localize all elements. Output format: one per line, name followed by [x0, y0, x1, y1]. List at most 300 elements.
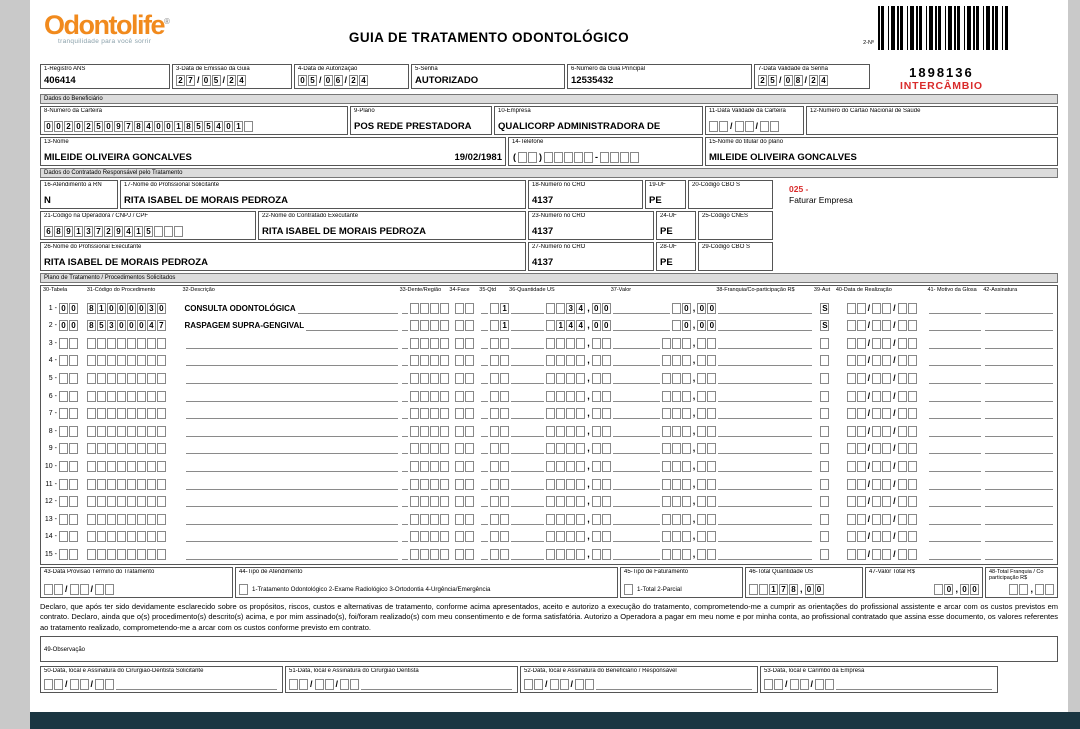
comb-cell	[820, 531, 829, 542]
field-prof-executante: 26-Nome do Profissional Executante RITA ISABEL DE MORAIS PEDROZA	[40, 242, 526, 271]
comb-cell	[127, 408, 136, 419]
row-number: 6 -	[48, 392, 57, 400]
data-realizacao-comb	[836, 338, 928, 349]
comb-cell	[857, 320, 866, 331]
comb-cell	[898, 338, 907, 349]
comb-cell	[340, 679, 349, 690]
franquia-cell	[716, 468, 814, 472]
comb-cell	[465, 320, 474, 331]
aut-comb	[814, 303, 836, 314]
comb-cell	[490, 338, 499, 349]
comb-cell: 0	[54, 121, 63, 132]
comb-cell	[87, 426, 96, 437]
field-registro-ans: 1-Registro ANS 406414	[40, 64, 170, 89]
comb-separator: ,	[692, 390, 696, 401]
comb-cell	[770, 121, 779, 132]
comb-cell	[54, 679, 63, 690]
comb-cell	[556, 443, 565, 454]
comb-cell	[576, 338, 585, 349]
comb-cell	[602, 549, 611, 560]
tabela-comb	[59, 320, 87, 331]
comb-cell	[157, 549, 166, 560]
comb-cell	[157, 338, 166, 349]
comb-cell	[440, 303, 449, 314]
qtd-comb	[479, 408, 509, 419]
barcode-area	[863, 6, 1008, 50]
comb-cell	[490, 461, 499, 472]
comb-separator: /	[310, 678, 313, 689]
procedure-row-11	[43, 474, 1055, 492]
field-numero-carteira: 8-Número da Carteira 0 0 2 0 2 5 0 9 7 8 4 0 0 1 8 5 5 4 0 1	[40, 106, 348, 135]
comb-separator: /	[893, 548, 896, 559]
valor-comb	[611, 496, 717, 507]
comb-cell	[440, 426, 449, 437]
quantidade-us-comb	[509, 531, 611, 542]
comb-cell	[420, 496, 429, 507]
comb-cell	[908, 426, 917, 437]
comb-cell	[465, 408, 474, 419]
motivo-glosa-cell	[927, 362, 983, 366]
comb-separator: /	[867, 513, 871, 524]
comb-cell	[420, 338, 429, 349]
comb-cell: 0	[682, 303, 691, 314]
comb-cell: 8	[794, 75, 803, 86]
tabela-comb	[59, 496, 87, 507]
comb-cell	[592, 496, 601, 507]
motivo-glosa-cell	[927, 345, 983, 349]
comb-cell	[882, 461, 891, 472]
comb-cell	[97, 426, 106, 437]
comb-cell	[602, 338, 611, 349]
comb-cell	[137, 355, 146, 366]
column-header: 34-Face	[449, 287, 470, 293]
comb-separator: /	[867, 372, 871, 383]
franquia-cell	[716, 486, 814, 490]
comb-cell	[465, 355, 474, 366]
franquia-cell	[716, 345, 814, 349]
qtd-comb	[479, 514, 509, 525]
comb-cell	[872, 320, 881, 331]
data-realizacao-comb	[836, 479, 928, 490]
comb-cell	[117, 496, 126, 507]
motivo-glosa-cell	[927, 327, 983, 331]
intercambio-stamp: INTERCÂMBIO	[900, 80, 983, 92]
comb-cell: 0	[602, 303, 611, 314]
qtd-comb	[479, 549, 509, 560]
comb-cell: 5	[308, 75, 317, 86]
comb-cell	[576, 355, 585, 366]
comb-cell	[847, 355, 856, 366]
comb-cell	[566, 549, 575, 560]
comb-cell	[592, 373, 601, 384]
comb-cell	[87, 461, 96, 472]
comb-separator: /	[893, 496, 896, 507]
field-tipo-faturamento: 45-Tipo de Faturamento 1-Total 2-Parcial	[620, 567, 743, 598]
field-validade-carteira: 11-Data Validade da Carteira / /	[705, 106, 804, 135]
comb-cell	[760, 121, 769, 132]
comb-cell	[147, 496, 156, 507]
field-assinatura-beneficiario: 52-Data, local e Assinatura do Beneficiário / Responsável / /	[520, 666, 758, 693]
comb-cell	[546, 443, 555, 454]
total-franquia-comb	[1009, 584, 1054, 595]
descricao-cell	[182, 398, 399, 402]
comb-cell	[825, 679, 834, 690]
comb-separator: ,	[692, 443, 696, 454]
codigo-procedimento-comb	[87, 338, 183, 349]
comb-cell	[97, 496, 106, 507]
comb-cell	[107, 549, 116, 560]
comb-cell	[107, 355, 116, 366]
comb-cell: 0	[154, 121, 163, 132]
comb-cell	[546, 355, 555, 366]
comb-cell	[440, 549, 449, 560]
comb-cell	[882, 338, 891, 349]
comb-separator: /	[867, 355, 871, 366]
field-data-autorizacao: 4-Data de Autorização 0 5 / 0 6 / 2 4	[294, 64, 409, 89]
comb-cell	[524, 679, 533, 690]
comb-cell	[97, 408, 106, 419]
comb-cell	[592, 514, 601, 525]
row-number: 1 -	[48, 304, 57, 312]
comb-cell: 2	[176, 75, 185, 86]
signature-line	[596, 686, 752, 690]
valor-comb	[611, 549, 717, 560]
face-comb	[449, 303, 479, 314]
comb-cell	[556, 338, 565, 349]
comb-cell	[440, 355, 449, 366]
comb-cell	[440, 479, 449, 490]
comb-cell: 0	[298, 75, 307, 86]
comb-cell	[556, 355, 565, 366]
comb-cell	[137, 479, 146, 490]
comb-cell	[576, 408, 585, 419]
comb-cell	[97, 514, 106, 525]
face-comb	[449, 408, 479, 419]
franquia-cell	[716, 398, 814, 402]
comb-cell	[410, 549, 419, 560]
contratado-row-1	[40, 180, 1058, 209]
comb-cell: 0	[805, 584, 814, 595]
descricao-cell	[182, 450, 399, 454]
column-header: 37-Valor	[610, 287, 632, 293]
comb-cell	[872, 355, 881, 366]
comb-cell	[662, 479, 671, 490]
field-cro-solicitante: 18-Número no CRO 4137	[528, 180, 643, 209]
page-bottom-bar	[30, 712, 1080, 729]
comb-cell	[908, 496, 917, 507]
comb-cell: 5	[212, 75, 221, 86]
comb-cell	[576, 496, 585, 507]
field-plano: 9-Plano POS REDE PRESTADORA	[350, 106, 492, 135]
comb-cell	[575, 679, 584, 690]
motivo-glosa-cell	[927, 310, 983, 314]
comb-cell	[602, 426, 611, 437]
descricao-cell	[182, 320, 399, 331]
comb-cell: 2	[758, 75, 767, 86]
comb-cell	[157, 391, 166, 402]
field-numero-guia-principal: 6-Número da Guia Principal 12535432	[567, 64, 752, 89]
comb-cell	[682, 391, 691, 402]
comb-cell	[908, 338, 917, 349]
comb-cell	[455, 479, 464, 490]
comb-cell	[697, 496, 706, 507]
comb-cell	[410, 443, 419, 454]
comb-cell	[455, 338, 464, 349]
comb-cell	[430, 320, 439, 331]
row-number: 5 -	[48, 374, 57, 382]
field-uf-solicitante: 19-UF PE	[645, 180, 686, 209]
comb-cell	[440, 496, 449, 507]
comb-cell: 0	[59, 320, 68, 331]
valor-comb	[611, 479, 717, 490]
comb-cell	[465, 443, 474, 454]
comb-cell	[857, 391, 866, 402]
quantidade-us-comb	[509, 338, 611, 349]
motivo-glosa-cell	[927, 486, 983, 490]
comb-cell	[592, 443, 601, 454]
field-titular-plano: 15-Nome do titular do plano MILEIDE OLIVEIRA GONCALVES	[705, 137, 1058, 166]
comb-cell: 2	[64, 121, 73, 132]
comb-cell	[546, 496, 555, 507]
comb-cell	[69, 514, 78, 525]
row-number: 15 -	[44, 550, 57, 558]
comb-cell: 1	[556, 320, 565, 331]
comb-cell	[87, 549, 96, 560]
assinatura-cell	[983, 450, 1055, 454]
comb-cell	[420, 443, 429, 454]
comb-cell	[682, 496, 691, 507]
field-prof-solicitante: 17-Nome do Profissional Solicitante RITA ISABEL DE MORAIS PEDROZA	[120, 180, 526, 209]
comb-cell	[882, 549, 891, 560]
comb-separator: /	[867, 496, 871, 507]
comb-cell	[59, 514, 68, 525]
comb-cell	[69, 373, 78, 384]
comb-cell	[137, 549, 146, 560]
comb-cell	[410, 391, 419, 402]
comb-cell	[697, 549, 706, 560]
comb-cell	[600, 152, 609, 163]
comb-cell	[898, 373, 907, 384]
comb-cell	[430, 355, 439, 366]
comb-cell	[59, 408, 68, 419]
comb-cell	[546, 391, 555, 402]
comb-cell	[69, 496, 78, 507]
comb-cell: 8	[87, 303, 96, 314]
face-comb	[449, 373, 479, 384]
comb-cell	[857, 443, 866, 454]
comb-cell	[410, 303, 419, 314]
comb-separator: /	[570, 678, 574, 689]
comb-cell	[556, 496, 565, 507]
comb-cell: 4	[144, 121, 153, 132]
valor-comb	[611, 531, 717, 542]
comb-separator: /	[65, 678, 68, 689]
comb-cell	[820, 496, 829, 507]
comb-cell	[556, 549, 565, 560]
descricao-cell	[182, 433, 399, 437]
comb-cell	[682, 338, 691, 349]
comb-cell: 2	[104, 226, 113, 237]
comb-cell	[127, 461, 136, 472]
data-realizacao-comb	[836, 355, 928, 366]
comb-cell	[697, 479, 706, 490]
comb-cell	[59, 391, 68, 402]
comb-cell	[857, 303, 866, 314]
comb-cell	[566, 391, 575, 402]
comb-cell: 5	[204, 121, 213, 132]
comb-cell	[465, 496, 474, 507]
comb-cell	[847, 338, 856, 349]
procedure-row-10	[43, 456, 1055, 474]
comb-cell	[154, 226, 163, 237]
comb-cell	[857, 496, 866, 507]
comb-cell	[662, 531, 671, 542]
comb-cell	[1009, 584, 1018, 595]
comb-cell	[490, 443, 499, 454]
comb-cell	[857, 355, 866, 366]
comb-cell	[465, 531, 474, 542]
comb-cell	[546, 479, 555, 490]
aut-comb	[814, 373, 836, 384]
comb-cell: 0	[602, 320, 611, 331]
valor-comb	[611, 373, 717, 384]
comb-cell	[908, 373, 917, 384]
comb-cell	[749, 584, 758, 595]
comb-cell	[556, 303, 565, 314]
field-uf-executante: 24-UF PE	[656, 211, 696, 240]
comb-cell	[299, 679, 308, 690]
comb-cell: 8	[54, 226, 63, 237]
comb-cell	[566, 373, 575, 384]
comb-separator: ,	[587, 460, 590, 471]
beneficiario-nome: MILEIDE OLIVEIRA GONCALVES	[44, 152, 192, 163]
tabela-comb	[59, 338, 87, 349]
contratado-row-2	[40, 211, 1058, 240]
comb-cell	[566, 443, 575, 454]
valor-comb	[611, 443, 717, 454]
comb-cell	[59, 549, 68, 560]
comb-cell	[410, 355, 419, 366]
procedure-row-4	[43, 351, 1055, 369]
descricao-cell	[182, 303, 399, 314]
data-realizacao-comb	[836, 303, 928, 314]
descricao-cell	[182, 486, 399, 490]
comb-cell	[908, 355, 917, 366]
comb-cell	[420, 320, 429, 331]
comb-cell	[137, 496, 146, 507]
data-realizacao-comb	[836, 549, 928, 560]
comb-cell	[546, 303, 555, 314]
comb-cell	[602, 461, 611, 472]
comb-cell	[59, 531, 68, 542]
comb-cell	[872, 461, 881, 472]
comb-cell	[350, 679, 359, 690]
franquia-cell	[716, 433, 814, 437]
comb-cell: 5	[97, 320, 106, 331]
comb-cell	[672, 479, 681, 490]
comb-separator: ,	[587, 408, 590, 419]
comb-cell	[908, 408, 917, 419]
comb-cell	[147, 338, 156, 349]
comb-cell	[546, 408, 555, 419]
comb-cell	[107, 461, 116, 472]
comb-cell	[147, 461, 156, 472]
comb-cell	[847, 391, 856, 402]
comb-cell	[157, 355, 166, 366]
comb-cell	[602, 373, 611, 384]
comb-cell	[465, 479, 474, 490]
field-nome: 13-Nome MILEIDE OLIVEIRA GONCALVES 19/02/1981	[40, 137, 506, 166]
comb-separator: ,	[1030, 583, 1033, 594]
tabela-comb	[59, 391, 87, 402]
comb-cell	[697, 355, 706, 366]
comb-separator: /	[867, 478, 871, 489]
comb-separator: ,	[692, 320, 696, 331]
comb-cell: 7	[186, 75, 195, 86]
qtd-comb	[479, 373, 509, 384]
comb-cell: 1	[174, 121, 183, 132]
assinatura-dentista-data-comb	[289, 679, 359, 690]
comb-cell	[69, 443, 78, 454]
codigo-procedimento-comb	[87, 461, 183, 472]
quantidade-us-comb	[509, 443, 611, 454]
comb-cell	[440, 391, 449, 402]
comb-cell	[147, 408, 156, 419]
signature-line	[836, 686, 992, 690]
comb-cell	[847, 443, 856, 454]
comb-cell	[556, 514, 565, 525]
franquia-cell	[716, 556, 814, 560]
field-assinatura-dentista: 51-Data, local e Assinatura do Cirurgião Dentista / /	[285, 666, 518, 693]
comb-separator: /	[810, 678, 814, 689]
comb-cell	[576, 531, 585, 542]
comb-cell	[566, 338, 575, 349]
comb-cell	[576, 373, 585, 384]
comb-cell	[500, 391, 509, 402]
comb-cell	[69, 461, 78, 472]
comb-cell	[69, 479, 78, 490]
comb-cell	[174, 226, 183, 237]
comb-cell	[430, 408, 439, 419]
dente-regiao-comb	[400, 303, 450, 314]
form-title: GUIA DE TRATAMENTO ODONTOLÓGICO	[348, 30, 630, 45]
comb-cell	[745, 121, 754, 132]
data-realizacao-comb	[836, 443, 928, 454]
comb-separator: /	[867, 548, 871, 559]
comb-cell	[576, 443, 585, 454]
comb-cell	[546, 531, 555, 542]
comb-cell	[815, 679, 824, 690]
comb-cell	[430, 338, 439, 349]
comb-cell	[430, 461, 439, 472]
comb-cell	[500, 426, 509, 437]
comb-cell	[97, 391, 106, 402]
comb-cell: 4	[566, 320, 575, 331]
quantidade-us-comb	[509, 549, 611, 560]
comb-cell	[898, 531, 907, 542]
valor-comb	[611, 320, 717, 331]
comb-cell: 0	[107, 303, 116, 314]
comb-cell: 0	[202, 75, 211, 86]
comb-cell	[672, 355, 681, 366]
comb-cell	[585, 679, 594, 690]
comb-separator: )	[539, 152, 542, 162]
comb-separator: /	[893, 425, 896, 436]
comb-cell	[97, 549, 106, 560]
comb-cell	[69, 355, 78, 366]
row-number: 14 -	[44, 533, 57, 541]
comb-cell	[430, 373, 439, 384]
